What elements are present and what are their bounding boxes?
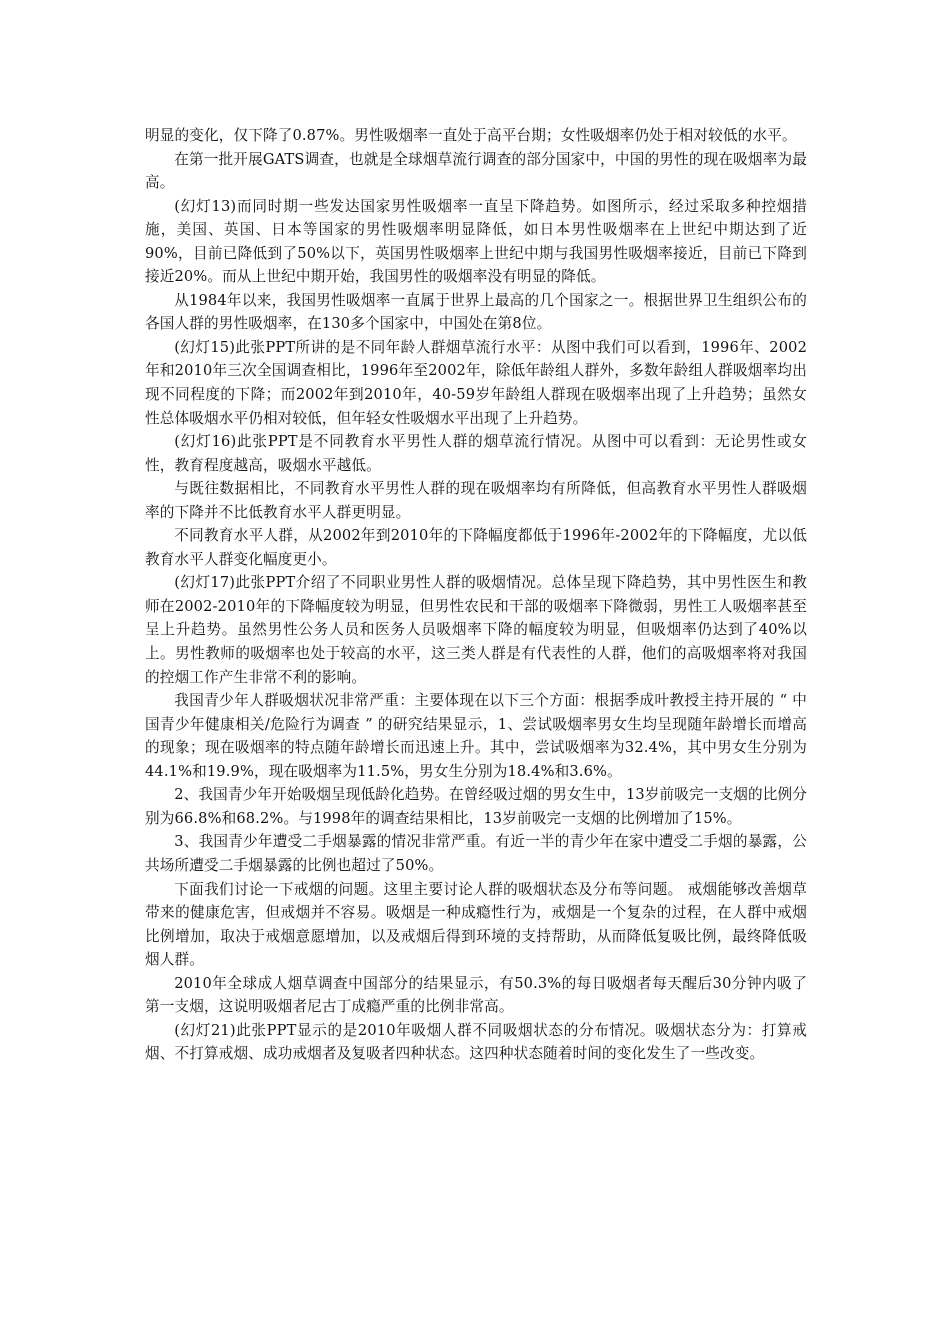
paragraph-slide-16: (幻灯16)此张PPT是不同教育水平男性人群的烟草流行情况。从图中可以看到：无论男性或女性，教育程度越高，吸烟水平越低。: [145, 433, 807, 474]
paragraph-slide-13: (幻灯13)而同时期一些发达国家男性吸烟率一直呈下降趋势。如图所示，经过采取多种控烟措施，美国、英国、日本等国家的男性吸烟率明显降低，如日本男性吸烟率在上世纪中期达到了近90%，目前已降低到了50%以下，英国男性吸烟率上世纪中期与我国男性吸烟率接近，目前已下降到接近20%。而从上世纪中期开始，我国男性的吸烟率没有明显的降低。: [145, 197, 807, 286]
paragraph-youth-secondhand: 3、我国青少年遭受二手烟暴露的情况非常严重。有近一半的青少年在家中遭受二手烟的暴露，公共场所遭受二手烟暴露的比例也超过了50%。: [145, 833, 807, 874]
paragraph-slide-15: (幻灯15)此张PPT所讲的是不同年龄人群烟草流行水平：从图中我们可以看到，1996年、2002年和2010年三次全国调查相比，1996年至2002年，除低年龄组人群外，多数年龄组人群吸烟率均出现不同程度的下降；而2002年到2010年，40-59岁年龄组人群现在吸烟率出现了上升趋势；虽然女性总体吸烟水平仍相对较低，但年轻女性吸烟水平出现了上升趋势。: [145, 338, 807, 427]
paragraph-continuation: 明显的变化，仅下降了0.87%。男性吸烟率一直处于高平台期；女性吸烟率仍处于相对较低的水平。: [145, 127, 797, 144]
paragraph-since-1984: 从1984年以来，我国男性吸烟率一直属于世界上最高的几个国家之一。根据世界卫生组织公布的各国人群的男性吸烟率，在130多个国家中，中国处在第8位。: [145, 291, 807, 333]
paragraph-slide-17: (幻灯17)此张PPT介绍了不同职业男性人群的吸烟情况。总体呈现下降趋势，其中男性医生和教师在2002-2010年的下降幅度较为明显，但男性农民和干部的吸烟率下降微弱，男性工人吸烟率甚至呈上升趋势。虽然男性公务人员和医务人员吸烟率下降的幅度较为明显，但吸烟率仍达到了40%以上。男性教师的吸烟率也处于较高的水平，这三类人群是有代表性的人群，他们的高吸烟率将对我国的控烟工作产生非常不利的影响。: [145, 574, 807, 686]
paragraph-cessation: 下面我们讨论一下戒烟的问题。这里主要讨论人群的吸烟状态及分布等问题。 戒烟能够改善烟草带来的健康危害，但戒烟并不容易。吸烟是一种成瘾性行为，戒烟是一个复杂的过程，在人群中戒烟比例增加，取决于戒烟意愿增加，以及戒烟后得到环境的支持帮助，从而降低复吸比例，最终降低吸烟人群。: [145, 880, 807, 969]
paragraph-youth-age: 2、我国青少年开始吸烟呈现低龄化趋势。在曾经吸过烟的男女生中，13岁前吸完一支烟的比例分别为66.8%和68.2%。与1998年的调查结果相比，13岁前吸完一支烟的比例增加了15%。: [145, 786, 807, 827]
document-body: [145, 124, 807, 1066]
paragraph-education-decline: 不同教育水平人群，从2002年到2010年的下降幅度都低于1996年-2002年的下降幅度，尤以低教育水平人群变化幅度更小。: [145, 527, 807, 568]
paragraph-slide-21: (幻灯21)此张PPT显示的是2010年吸烟人群不同吸烟状态的分布情况。吸烟状态分为：打算戒烟、不打算戒烟、成功戒烟者及复吸者四种状态。这四种状态随着时间的变化发生了一些改变。: [145, 1021, 807, 1063]
paragraph-gats-2010: 2010年全球成人烟草调查中国部分的结果显示，有50.3%的每日吸烟者每天醒后30分钟内吸了第一支烟，这说明吸烟者尼古丁成瘾严重的比例非常高。: [145, 974, 807, 1016]
paragraph-youth-smoking: 我国青少年人群吸烟状况非常严重：主要体现在以下三个方面：根据季成叶教授主持开展的 “ 中国青少年健康相关/危险行为调查 ” 的研究结果显示，1、尝试吸烟率男女生均呈现随年龄增长而增高的现象；现在吸烟率的特点随年龄增长而迅速上升。其中，尝试吸烟率为32.4%，其中男女生分别为44.1%和19.9%，现在吸烟率为11.5%，男女生分别为18.4%和3.6%。: [145, 692, 807, 780]
paragraph-education-compare: 与既往数据相比，不同教育水平男性人群的现在吸烟率均有所降低，但高教育水平男性人群吸烟率的下降并不比低教育水平人群更明显。: [145, 480, 807, 521]
paragraph-gats-survey: 在第一批开展GATS调查，也就是全球烟草流行调查的部分国家中，中国的男性的现在吸烟率为最高。: [145, 150, 807, 192]
